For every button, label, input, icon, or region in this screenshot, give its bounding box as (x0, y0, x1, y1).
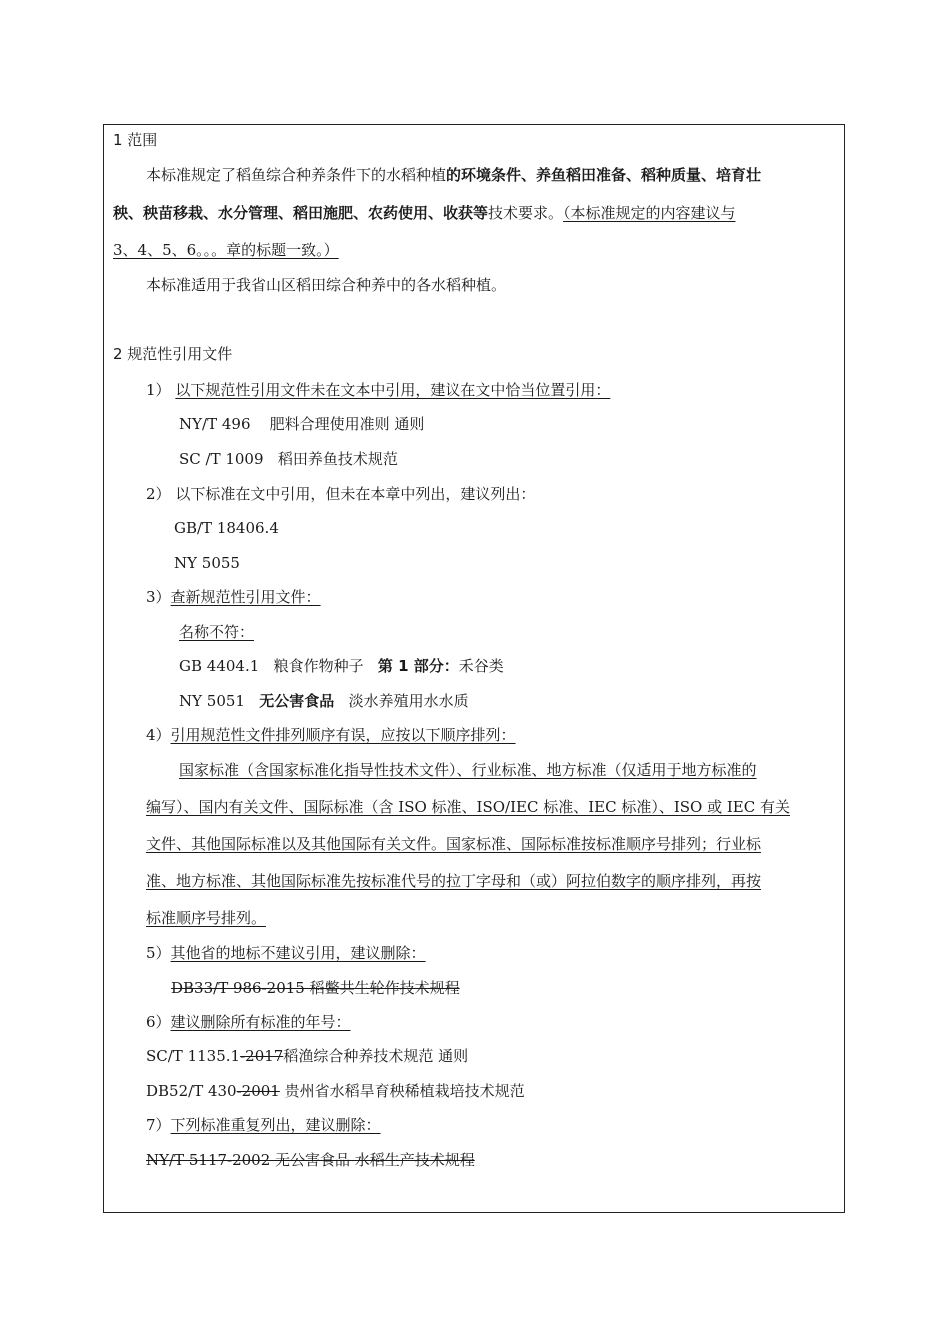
deleted-reference: NY/T 5117-2002 无公害食品 水稻生产技术规程 (146, 1151, 475, 1169)
applicability-paragraph: 本标准适用于我省山区稻田综合种养中的各水稻种植。 (146, 276, 507, 294)
scope-paragraph-line-2: 秧、秧苗移栽、水分管理、稻田施肥、农药使用、收获等技术要求。（本标准规定的内容建议与 (113, 204, 736, 222)
section-2-heading: 2 规范性引用文件 (113, 345, 233, 363)
item-2: 2） 以下标准在文中引用，但未在本章中列出，建议列出： (146, 485, 536, 503)
item-5: 5）其他省的地标不建议引用，建议删除： (146, 944, 426, 962)
reference-row: SC /T 1009 稻田养鱼技术规范 (179, 450, 398, 468)
item-4: 4）引用规范性文件排列顺序有误，应按以下顺序排列： (146, 726, 516, 744)
ordering-rule-line-1: 国家标准（含国家标准化指导性技术文件）、行业标准、地方标准（仅适用于地方标准的 (179, 761, 757, 779)
deleted-year: -2001 (236, 1082, 280, 1100)
reference-row: NY 5051 无公害食品 淡水养殖用水水质 (179, 692, 469, 710)
ordering-rule-line-4: 准、地方标准、其他国际标准先按标准代号的拉丁字母和（或）阿拉伯数字的顺序排列，再按 (146, 872, 762, 890)
deleted-year: -2017 (240, 1047, 284, 1065)
reference-row: GB 4404.1 粮食作物种子 第 1 部分：禾谷类 (179, 657, 504, 675)
scope-paragraph-line-1: 本标准规定了稻鱼综合种养条件下的水稻种植的环境条件、养鱼稻田准备、稻种质量、培育壮 (146, 166, 762, 184)
ordering-rule-line-5: 标准顺序号排列。 (146, 909, 267, 927)
ordering-rule-line-3: 文件、其他国际标准以及其他国际有关文件。国家标准、国际标准按标准顺序号排列；行业标 (146, 835, 762, 853)
reference-row: DB52/T 430-2001 贵州省水稻旱育秧稀植栽培技术规范 (146, 1082, 525, 1100)
deleted-reference: DB33/T 986-2015 稻鳖共生轮作技术规程 (171, 979, 460, 997)
item-7: 7）下列标准重复列出，建议删除： (146, 1116, 381, 1134)
reference-row: NY 5055 (174, 554, 240, 572)
item-3: 3）查新规范性引用文件： (146, 588, 321, 606)
reference-row: NY/T 496 肥料合理使用准则 通则 (179, 415, 425, 433)
reference-row: SC/T 1135.1-2017稻渔综合种养技术规范 通则 (146, 1047, 469, 1065)
ordering-rule-line-2: 编写）、国内有关文件、国际标准（含 ISO 标准、ISO/IEC 标准、IEC 标准）、ISO 或 IEC 有关 (146, 798, 790, 816)
section-1-heading: 1 范围 (113, 131, 158, 149)
reference-row: GB/T 18406.4 (174, 519, 279, 537)
review-note: （本标准规定的内容建议与 (563, 204, 736, 222)
item-6: 6）建议删除所有标准的年号： (146, 1013, 351, 1031)
review-note-continued: 3、4、5、6。。。章的标题一致。） (113, 241, 339, 259)
item-3-subheading: 名称不符： (179, 623, 255, 641)
item-1: 1） 以下规范性引用文件未在文本中引用，建议在文中恰当位置引用： (146, 381, 611, 399)
